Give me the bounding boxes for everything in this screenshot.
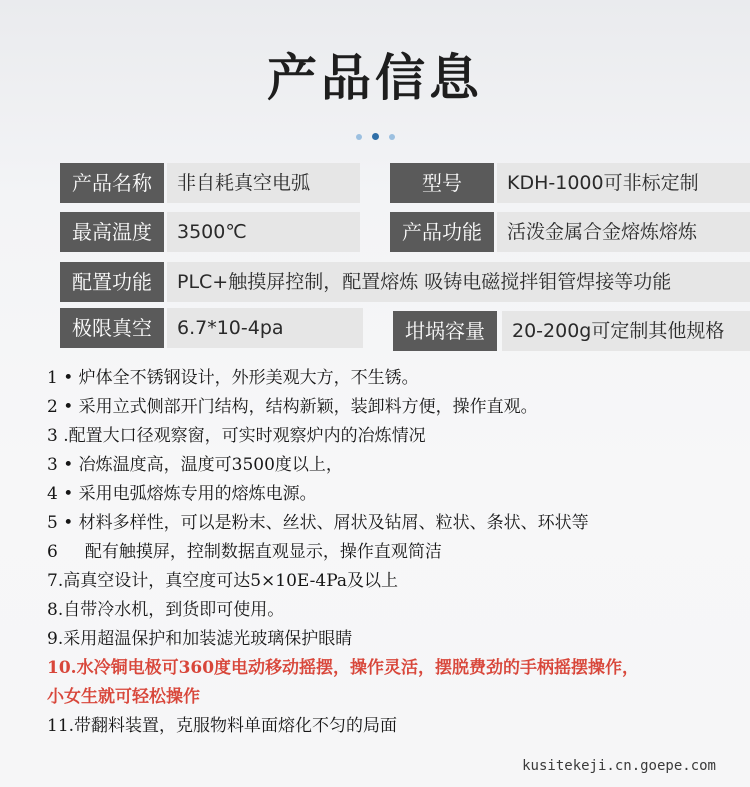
list-item: 2 • 采用立式侧部开门结构，结构新颖，装卸料方便，操作直观。	[47, 397, 538, 417]
list-item-highlight: 小女生就可轻松操作	[47, 687, 200, 707]
page-title: 产品信息	[267, 49, 483, 107]
spec-value-model: KDH-1000可非标定制	[497, 163, 750, 203]
list-item: 9.采用超温保护和加装滤光玻璃保护眼睛	[47, 629, 353, 649]
title-decoration	[0, 126, 750, 145]
spec-value-product-name: 非自耗真空电弧	[167, 163, 360, 203]
spec-value-config: PLC+触摸屏控制，配置熔炼 吸铸电磁搅拌钼管焊接等功能	[167, 262, 750, 302]
list-item: 3 • 冶炼温度高，温度可3500度以上，	[47, 455, 343, 475]
spec-value-capacity: 20-200g可定制其他规格	[502, 311, 750, 351]
spec-label-model: 型号	[390, 163, 494, 203]
list-item: 3 .配置大口径观察窗，可实时观察炉内的冶炼情况	[47, 426, 426, 446]
footer-url: kusitekeji.cn.goepe.com	[522, 758, 716, 774]
spec-label-capacity: 坩埚容量	[393, 311, 497, 351]
dot-icon	[372, 133, 379, 140]
list-item: 8.自带冷水机，到货即可使用。	[47, 600, 285, 620]
dot-icon	[389, 134, 395, 140]
spec-value-vacuum: 6.7*10-4pa	[167, 308, 363, 348]
list-item: 5 • 材料多样性，可以是粉末、丝状、屑状及钻屑、粒状、条状、环状等	[47, 513, 589, 533]
list-item: 4 • 采用电弧熔炼专用的熔炼电源。	[47, 484, 317, 504]
list-item: 6 配有触摸屏，控制数据直观显示，操作直观简洁	[47, 542, 442, 562]
spec-value-function: 活泼金属合金熔炼熔炼	[497, 212, 750, 252]
spec-label-vacuum: 极限真空	[60, 308, 164, 348]
list-item: 7.高真空设计，真空度可达5×10E-4Pa及以上	[47, 571, 399, 591]
dot-icon	[356, 134, 362, 140]
spec-label-product-name: 产品名称	[60, 163, 164, 203]
spec-label-max-temp: 最高温度	[60, 212, 164, 252]
list-item: 1 • 炉体全不锈钢设计，外形美观大方，不生锈。	[47, 368, 419, 388]
spec-label-config: 配置功能	[60, 262, 164, 302]
feature-list	[47, 364, 747, 741]
list-item-highlight: 10.水冷铜电极可360度电动移动摇摆，操作灵活，摆脱费劲的手柄摇摆操作，	[47, 658, 640, 678]
list-item: 11.带翻料装置，克服物料单面熔化不匀的局面	[47, 716, 398, 736]
spec-value-max-temp: 3500℃	[167, 212, 360, 252]
spec-label-function: 产品功能	[390, 212, 494, 252]
